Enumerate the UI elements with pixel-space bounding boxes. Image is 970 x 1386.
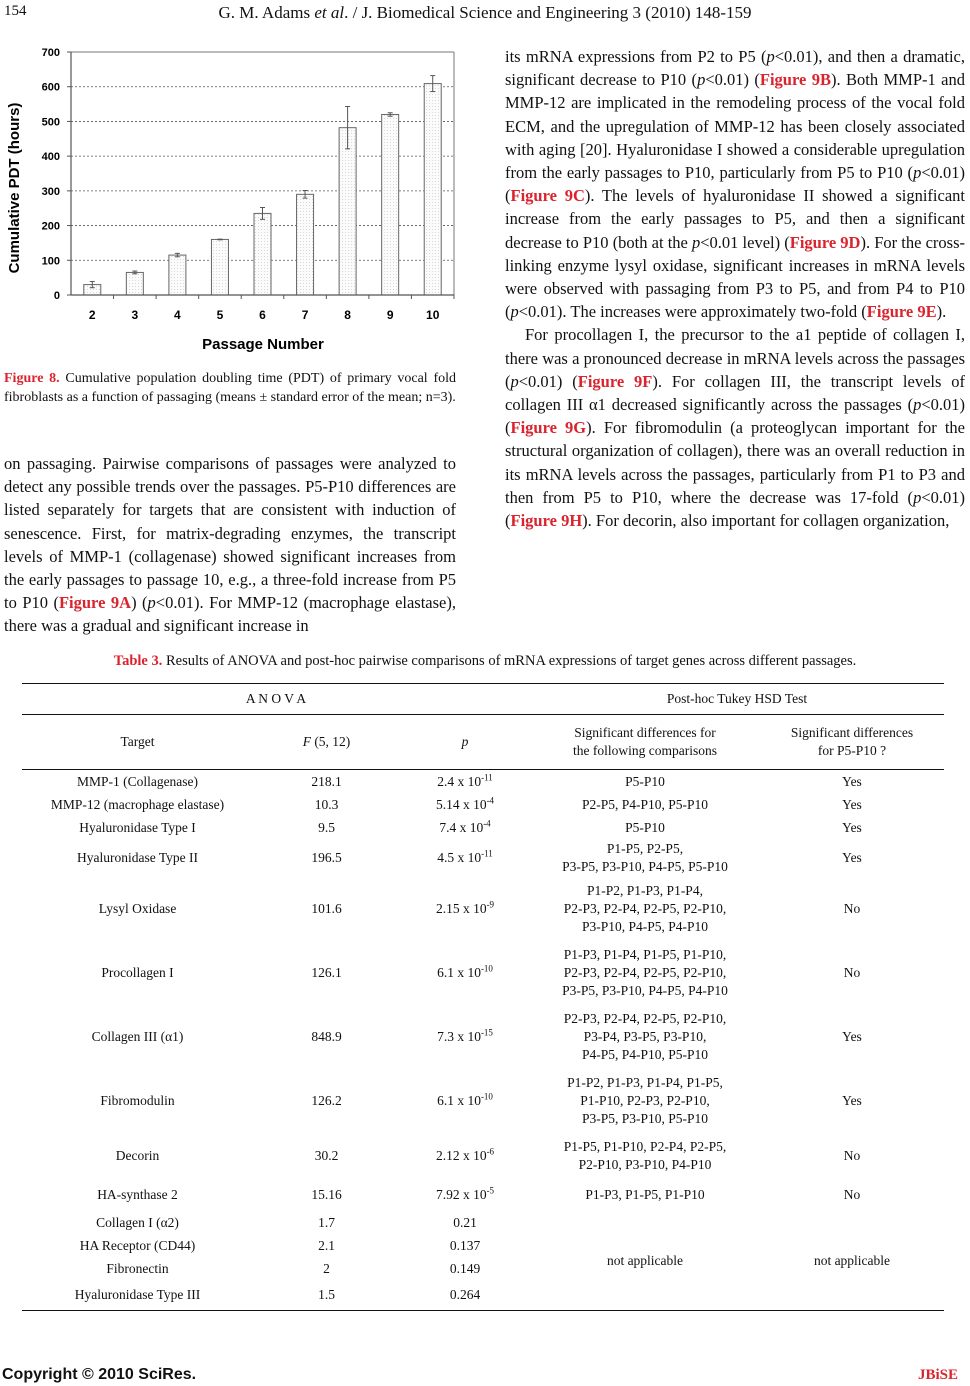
cell-target: Collagen III (α1)	[91, 1029, 184, 1044]
x-tick-label: 3	[131, 308, 139, 322]
text-span: p	[697, 70, 706, 90]
comparison-line: P2-P3, P2-P4, P2-P5, P2-P10,	[563, 1011, 727, 1026]
bar-chart-svg	[0, 40, 470, 360]
p-exponent: -4	[483, 818, 491, 828]
text-span: ). Both MMP-1 and MMP-12 are implicated in the remodeling process of the vocal fold ECM, and the upregulation of MMP-12 has been closely associated with aging [20]. Hyaluronidase I showed a considerable upregulation from the early passages to P10, particularly from P5 to P10 (	[505, 70, 966, 183]
comparison-line: P3-P5, P3-P10, P4-P5, P5-P10	[562, 859, 728, 874]
table-caption	[0, 653, 970, 670]
f-df: (5, 12)	[310, 734, 351, 749]
col-header-p	[400, 715, 530, 770]
p-base: 6.1 x 10	[437, 1093, 481, 1108]
y-axis-label: Cumulative PDT (hours)	[6, 102, 23, 274]
cell-target: Hyaluronidase Type II	[76, 850, 199, 865]
cell-p-value	[400, 941, 530, 1005]
text-span: ). The levels of hyaluronidase II showed a significant increase from the early passages to P5, and then a significant decrease to P10 (both at the	[505, 186, 965, 252]
table-caption-text: Results of ANOVA and post-hoc pairwise comparisons of mRNA expressions of target genes across different passages.	[162, 653, 857, 669]
bar-passage-5	[211, 239, 228, 295]
figure-reference-link[interactable]: Figure 9F	[577, 371, 653, 391]
x-tick-label: 7	[301, 308, 309, 322]
cell-p-value	[400, 1069, 530, 1133]
text-span: <0.01) (	[505, 163, 965, 206]
cell-p5p10: No	[843, 901, 861, 916]
cell-p5p10-na: not applicable	[760, 1211, 944, 1311]
cell-target: Decorin	[115, 1148, 160, 1163]
right-column-text	[505, 45, 965, 532]
p-exponent: -6	[486, 1146, 495, 1157]
header-et-al: et al	[314, 3, 345, 22]
p-exponent: -10	[480, 1091, 493, 1102]
x-tick-label: 4	[174, 308, 181, 322]
cell-target: MMP-12 (macrophage elastase)	[50, 796, 225, 812]
figure-8-chart	[0, 40, 470, 360]
text-span: <0.01) (	[505, 487, 965, 531]
table-row	[22, 1211, 944, 1234]
text-span: ). For the cross-linking enzyme lysyl oxidase, significant increases in mRNA levels were observed with passaging from P3 to P5, and from P4 to P10 (	[505, 232, 965, 322]
comparison-line: P2-P3, P2-P4, P2-P5, P2-P10,	[563, 901, 727, 916]
text-span: <0.01) (	[505, 395, 965, 438]
text-span: ). For decorin, also important for collagen organization,	[582, 511, 950, 531]
text-span: p	[913, 395, 922, 415]
table-label: Table 3.	[113, 653, 163, 669]
y-tick-label: 700	[41, 47, 60, 59]
p-base: 7.4 x 10	[439, 819, 484, 835]
comparison-line: P5-P10	[625, 819, 665, 835]
comparison-line: P3-P4, P3-P5, P3-P10,	[583, 1029, 707, 1044]
table-group-header-row	[22, 684, 944, 715]
p-base: 2.12 x 10	[435, 1148, 487, 1163]
x-tick-label: 10	[426, 308, 440, 322]
bar-passage-4	[169, 255, 186, 295]
x-tick-label: 5	[216, 308, 224, 322]
comparison-line: P5-P10	[625, 773, 665, 789]
f-symbol: F	[302, 734, 311, 749]
cell-comparisons	[530, 1179, 760, 1211]
cell-comparisons	[530, 770, 760, 794]
cell-target: MMP-1 (Collagenase)	[76, 773, 199, 789]
comparison-line: P3-P5, P3-P10, P4-P5, P4-P10	[562, 983, 728, 998]
text-span: p	[913, 487, 922, 507]
cell-target: Hyaluronidase Type III	[74, 1287, 201, 1302]
cell-target: HA-synthase 2	[97, 1187, 178, 1202]
y-tick-label: 600	[41, 81, 60, 94]
bar-passage-8	[339, 128, 356, 295]
cell-p5p10: Yes	[842, 819, 862, 835]
cell-f-value: 30.2	[314, 1148, 339, 1163]
text-span: p	[913, 163, 922, 183]
comparison-line: P1-P2, P1-P3, P1-P4, P1-P5,	[567, 1075, 723, 1090]
table-row	[22, 1179, 944, 1211]
p-base: 6.1 x 10	[437, 965, 481, 980]
comparison-line: P4-P5, P4-P10, P5-P10	[581, 1047, 709, 1062]
cell-comparisons	[530, 793, 760, 816]
col-header-target: Target	[120, 734, 155, 749]
p-exponent: -15	[480, 1027, 493, 1038]
journal-abbreviation: JBiSE	[917, 1367, 958, 1383]
cell-p-value: 0.137	[449, 1237, 481, 1253]
cell-target: Lysyl Oxidase	[98, 901, 177, 916]
group-header-posthoc: Post-hoc Tukey HSD Test	[666, 691, 808, 706]
text-span: its mRNA expressions from P2 to P5 (	[505, 47, 767, 66]
results-table	[22, 683, 944, 1311]
x-axis-label: Passage Number	[202, 336, 324, 353]
cell-p5p10: Yes	[842, 796, 862, 812]
cell-f-value: 126.2	[311, 1093, 342, 1108]
cell-target: HA Receptor (CD44)	[79, 1237, 196, 1253]
header-line: Significant differences	[790, 725, 914, 740]
table-row	[22, 1133, 944, 1179]
cell-comparisons-na: not applicable	[530, 1211, 760, 1311]
text-span: For procollagen I, the precursor to the a1 peptide of collagen I, there was a pronounced decrease in mRNA levels across the passages (	[505, 325, 965, 391]
page-number: 154	[4, 3, 27, 19]
cell-f-value: 2	[323, 1260, 330, 1276]
figure-reference-link[interactable]: Figure 9G	[510, 418, 587, 438]
comparison-line: P1-P2, P1-P3, P1-P4,	[587, 883, 703, 898]
y-tick-label: 400	[41, 151, 60, 164]
cell-p5p10: No	[843, 965, 861, 980]
cell-p-value	[400, 1179, 530, 1211]
cell-f-value: 2.1	[318, 1237, 335, 1253]
cell-p5p10: No	[843, 1148, 861, 1163]
cell-f-value: 1.7	[318, 1214, 335, 1230]
text-span: <0.01 level) (	[700, 232, 790, 252]
p-exponent: -11	[481, 772, 493, 782]
figure-reference-link[interactable]: Figure 9H	[510, 511, 583, 531]
cell-p-value: 0.21	[453, 1214, 477, 1230]
comparison-line: P1-P10, P2-P3, P2-P10,	[580, 1093, 710, 1108]
text-span: <0.01). For MMP-12 (macrophage elastase), there was a gradual and significant increase in	[4, 593, 456, 636]
text-span: p	[510, 371, 519, 391]
table-row	[22, 793, 944, 816]
comparison-line: P1-P5, P2-P5,	[606, 841, 684, 856]
table-row	[22, 877, 944, 941]
x-tick-label: 6	[259, 308, 266, 322]
cell-p-value	[400, 839, 530, 877]
header-journal: . / J. Biomedical Science and Engineering 3 (2010) 148-159	[344, 3, 752, 22]
col-header-comparisons	[530, 715, 760, 770]
cell-p-value: 0.149	[449, 1260, 481, 1276]
header-line: the following comparisons	[573, 743, 717, 758]
text-span: ).	[936, 302, 947, 322]
text-span: p	[766, 47, 775, 66]
cell-p5p10: Yes	[842, 773, 862, 789]
cell-comparisons	[530, 816, 760, 839]
text-span: ). For fibromodulin (a proteoglycan important for the structural organization of collagen), there was an overall reduction in its mRNA levels across the passages, particularly from P1 to P3 and then from P5 to P10, where the decrease was 17-fold (	[505, 418, 965, 507]
col-header-p5p10	[760, 715, 944, 770]
p-base: 7.3 x 10	[437, 1029, 481, 1044]
bar-passage-7	[297, 194, 314, 295]
cell-comparisons	[530, 1005, 760, 1069]
table-row	[22, 1069, 944, 1133]
cell-f-value: 9.5	[318, 819, 335, 835]
cell-f-value: 1.5	[318, 1287, 335, 1302]
table-row	[22, 816, 944, 839]
text-span: on passaging. Pairwise comparisons of passages were analyzed to detect any possible trends over the passages. P5-P10 differences are listed separately for targets that are consistent with induction of senescence. First, for matrix-degrading enzymes, the transcript levels of MMP-1 (collagenase) showed significant increases from the early passages to passage 10, e.g., a three-fold increase from P5 to P10 (	[4, 454, 456, 613]
left-column-text	[4, 452, 456, 638]
cell-f-value: 126.1	[311, 965, 342, 980]
cell-p5p10: Yes	[842, 850, 862, 865]
text-span: ) (	[131, 593, 148, 613]
p-exponent: -5	[486, 1185, 495, 1196]
comparison-line: P3-P5, P3-P10, P5-P10	[581, 1111, 709, 1126]
text-span: <0.01). The increases were approximately two-fold (	[518, 302, 867, 322]
cell-target: Collagen I (α2)	[96, 1214, 179, 1230]
figure-reference-link[interactable]: Figure 9A	[58, 593, 132, 613]
figure-caption	[4, 369, 456, 407]
cell-p5p10: No	[843, 1187, 861, 1202]
text-span: p	[691, 232, 701, 252]
header-authors: G. M. Adams	[218, 3, 315, 22]
figure-reference-link[interactable]: Figure 9C	[510, 186, 585, 206]
table-row	[22, 770, 944, 794]
cell-target: Procollagen I	[101, 965, 174, 980]
cell-p5p10: Yes	[842, 1093, 862, 1108]
table-row	[22, 839, 944, 877]
header-line: for P5-P10 ?	[817, 743, 887, 758]
cell-p5p10: Yes	[842, 1029, 862, 1044]
p-base: 5.14 x 10	[435, 796, 487, 812]
bar-passage-6	[254, 213, 271, 295]
p-base: 4.5 x 10	[437, 850, 482, 865]
paragraph	[4, 452, 456, 638]
cell-comparisons	[530, 1069, 760, 1133]
comparison-line: P2-P3, P2-P4, P2-P5, P2-P10,	[563, 965, 727, 980]
cell-target: Fibromodulin	[100, 1093, 175, 1108]
y-tick-label: 100	[41, 255, 60, 268]
p-exponent: -4	[486, 795, 495, 805]
cell-p-value	[400, 1133, 530, 1179]
figure-label: Figure 8.	[4, 371, 60, 386]
x-tick-label: 9	[386, 308, 394, 322]
p-exponent: -9	[486, 899, 495, 910]
bar-passage-9	[382, 114, 399, 295]
cell-p-value	[400, 793, 530, 816]
x-tick-label: 8	[344, 308, 351, 322]
p-base: 7.92 x 10	[435, 1187, 487, 1202]
cell-p-value	[400, 816, 530, 839]
comparison-line: P2-P10, P3-P10, P4-P10	[578, 1157, 712, 1172]
copyright-notice: Copyright © 2010 SciRes.	[2, 1366, 197, 1383]
cell-f-value: 196.5	[311, 850, 342, 865]
cell-p-value: 0.264	[449, 1287, 481, 1302]
x-tick-label: 2	[88, 308, 96, 322]
cell-comparisons	[530, 839, 760, 877]
p-exponent: -11	[481, 848, 493, 859]
table-column-header-row	[22, 715, 944, 770]
bar-passage-10	[424, 84, 441, 295]
text-span: p	[147, 593, 156, 613]
p-base: 2.4 x 10	[437, 773, 482, 789]
y-tick-label: 0	[53, 290, 60, 302]
table-row	[22, 941, 944, 1005]
cell-f-value: 15.16	[311, 1187, 342, 1202]
table-row	[22, 1005, 944, 1069]
anova-table	[22, 683, 944, 1311]
figure-reference-link[interactable]: Figure 9D	[789, 232, 861, 252]
comparison-line: P3-P10, P4-P5, P4-P10	[581, 919, 709, 934]
running-header	[0, 3, 970, 23]
cell-f-value: 101.6	[311, 901, 342, 916]
cell-comparisons	[530, 877, 760, 941]
y-tick-label: 300	[41, 185, 60, 198]
text-span: <0.01) (	[705, 70, 760, 90]
bar-passage-3	[126, 272, 143, 295]
cell-f-value: 10.3	[314, 796, 339, 812]
group-header-anova: A N O V A	[245, 691, 307, 706]
cell-p-value	[400, 770, 530, 794]
cell-f-value: 848.9	[311, 1029, 342, 1044]
text-span: <0.01) (	[518, 371, 578, 391]
figure-reference-link[interactable]: Figure 9B	[759, 70, 831, 90]
paragraph	[505, 45, 965, 323]
cell-target: Hyaluronidase Type I	[79, 819, 196, 835]
comparison-line: P2-P5, P4-P10, P5-P10	[581, 796, 709, 812]
paragraph	[505, 323, 965, 532]
cell-comparisons	[530, 1133, 760, 1179]
comparison-line: P1-P5, P1-P10, P2-P4, P2-P5,	[563, 1139, 727, 1154]
cell-comparisons	[530, 941, 760, 1005]
cell-target: Fibronectin	[106, 1260, 169, 1276]
cell-p-value	[400, 1005, 530, 1069]
figure-caption-text: Cumulative population doubling time (PDT) of primary vocal fold fibroblasts as a function of passaging (means ± standard error of the mean; n=3).	[4, 371, 456, 405]
p-exponent: -10	[480, 963, 493, 974]
cell-f-value: 218.1	[311, 773, 342, 789]
y-tick-label: 500	[41, 116, 60, 129]
text-span: p	[510, 302, 519, 322]
comparison-line: P1-P3, P1-P5, P1-P10	[585, 1187, 705, 1202]
header-line: Significant differences for	[574, 725, 716, 740]
text-span: ). For collagen III, the transcript levels of collagen III α1 decreased significantly across the passages (	[505, 371, 965, 415]
cell-p-value	[400, 877, 530, 941]
p-symbol: p	[461, 734, 469, 749]
col-header-f	[253, 715, 400, 770]
figure-reference-link[interactable]: Figure 9E	[866, 302, 937, 322]
y-tick-label: 200	[41, 220, 60, 233]
text-span: <0.01), and then a dramatic, significant decrease to P10 (	[505, 47, 965, 90]
p-base: 2.15 x 10	[435, 901, 487, 916]
comparison-line: P1-P3, P1-P4, P1-P5, P1-P10,	[563, 947, 727, 962]
